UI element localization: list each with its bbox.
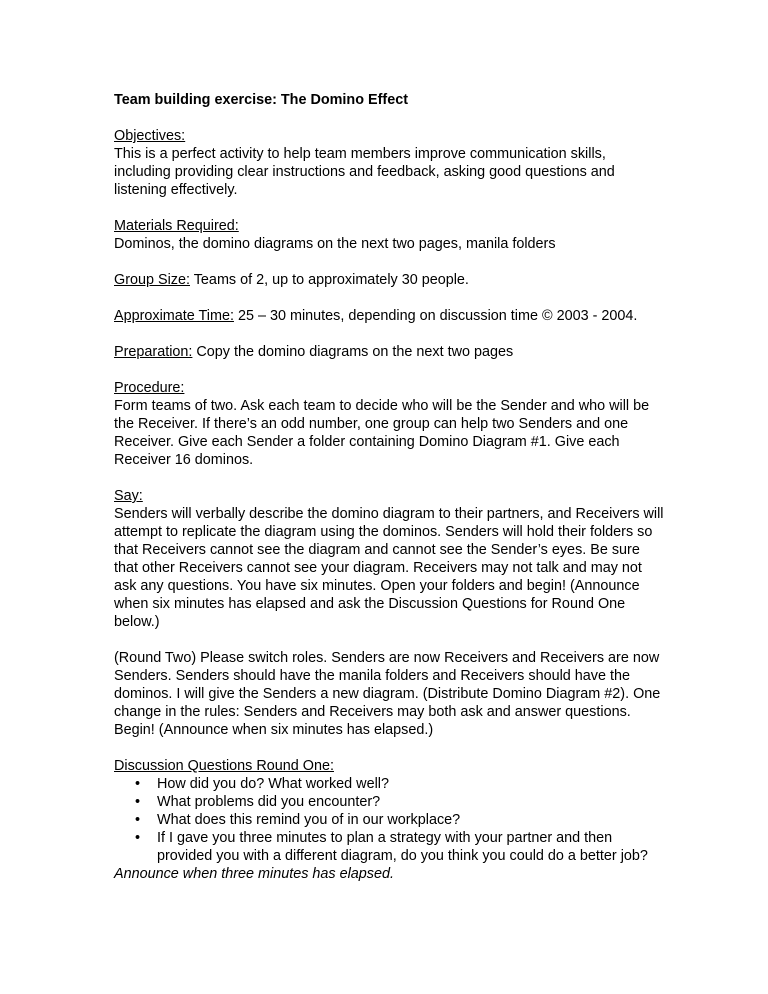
list-item <box>114 775 664 793</box>
preparation-label: Preparation: <box>114 344 193 360</box>
group-size-text: Teams of 2, up to approximately 30 people. <box>190 272 469 288</box>
bullet-icon: • <box>135 776 141 792</box>
say-section <box>114 487 664 631</box>
discussion-closing-note: Announce when three minutes has elapsed. <box>114 866 395 882</box>
round-two-text: (Round Two) Please switch roles. Senders are now Receivers and Receivers are now Senders. Senders should have the manila folders and Receivers should have the dominos. I will give the Senders a new diagram. (Distribute Domino Diagram #2). One change in the rules: Senders and Receivers may both ask and answer questions. Begin! (Announce when six minutes has elapsed.) <box>114 650 661 738</box>
materials-heading: Materials Required: <box>114 218 239 234</box>
objectives-section <box>114 127 664 199</box>
list-item <box>114 811 664 829</box>
objectives-heading: Objectives: <box>114 128 186 144</box>
group-size-label: Group Size: <box>114 272 190 288</box>
materials-section <box>114 217 664 253</box>
question-text: What problems did you encounter? <box>157 794 381 810</box>
question-text: How did you do? What worked well? <box>157 776 389 792</box>
procedure-section <box>114 379 664 469</box>
preparation-text: Copy the domino diagrams on the next two pages <box>192 344 514 360</box>
procedure-text: Form teams of two. Ask each team to decide who will be the Sender and who will be the Receiver. If there’s an odd number, one group can help two Senders and one Receiver. Give each Sender a folder containing Domino Diagram #1. Give each Receiver 16 dominos. <box>114 398 650 468</box>
say-heading: Say: <box>114 488 143 504</box>
question-text: What does this remind you of in our workplace? <box>157 812 461 828</box>
approximate-time-section <box>114 307 664 325</box>
discussion-heading: Discussion Questions Round One: <box>114 758 334 774</box>
objectives-text: This is a perfect activity to help team members improve communication skills, including providing clear instructions and feedback, asking good questions and listening effectively. <box>114 146 615 198</box>
discussion-questions-list <box>114 775 664 865</box>
group-size-section <box>114 271 664 289</box>
document-body <box>114 91 664 883</box>
round-two-section <box>114 649 664 739</box>
procedure-heading: Procedure: <box>114 380 185 396</box>
bullet-icon: • <box>135 830 141 846</box>
list-item <box>114 793 664 811</box>
say-text: Senders will verbally describe the domino diagram to their partners, and Receivers will attempt to replicate the diagram using the dominos. Senders will hold their folders so that Receivers cannot see the diagram and cannot see the Sender’s eyes. Be sure that other Receivers cannot see your diagram. Receivers may not talk and may not ask any questions. You have six minutes. Open your folders and begin! (Announce when six minutes has elapsed and ask the Discussion Questions for Round One below.) <box>114 506 664 630</box>
bullet-icon: • <box>135 812 141 828</box>
approximate-time-text: 25 – 30 minutes, depending on discussion time © 2003 - 2004. <box>233 308 638 324</box>
preparation-section <box>114 343 664 361</box>
approximate-time-label: Approximate Time: <box>114 308 234 324</box>
discussion-section <box>114 757 664 883</box>
materials-text: Dominos, the domino diagrams on the next two pages, manila folders <box>114 236 556 252</box>
question-text: If I gave you three minutes to plan a strategy with your partner and then provided you with a different diagram, do you think you could do a better job? <box>157 830 648 864</box>
bullet-icon: • <box>135 794 141 810</box>
document-title: Team building exercise: The Domino Effect <box>114 92 408 108</box>
list-item <box>114 829 664 865</box>
